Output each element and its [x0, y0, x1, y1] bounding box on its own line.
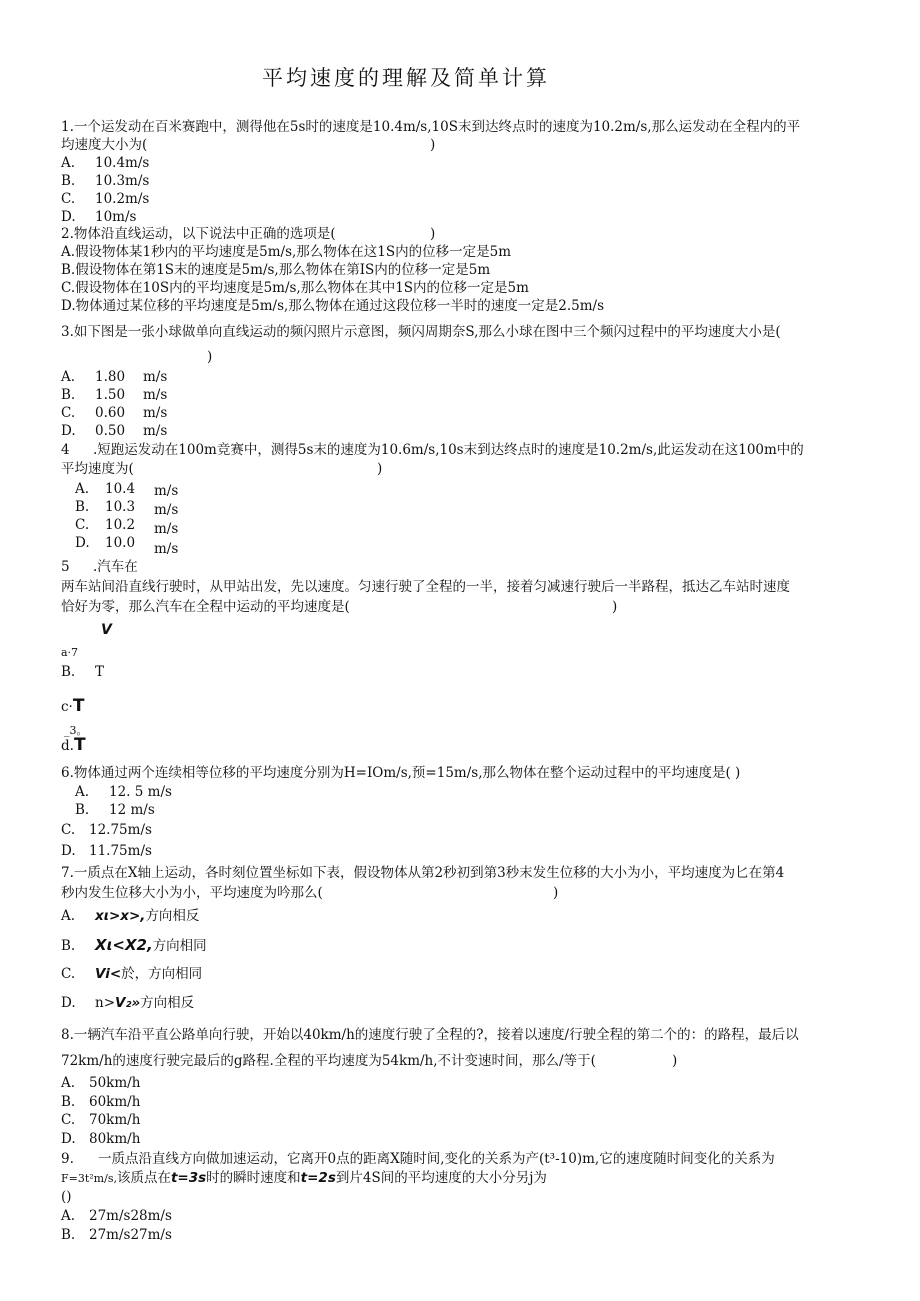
q8-option-a: A. 50km/h	[61, 1075, 141, 1091]
q3-option-a: A. 1.80	[61, 369, 126, 385]
q1-option-d: D. 10m/s	[61, 209, 137, 225]
q4-number: 4	[61, 442, 70, 458]
q1-stem-line2: 均速度大小为(	[61, 137, 148, 153]
q6-option-a: A. 12. 5 m/s	[75, 784, 172, 800]
q7-stem-line1: 7.一质点在X轴上运动，各时刻位置坐标如下表，假设物体从第2秒初到第3秒末发生位移的大小为小，平均速度为匕在第4	[61, 865, 785, 881]
q9-option-b: B. 27m/s27m/s	[61, 1227, 172, 1243]
q3-option-a-unit: m/s	[143, 369, 168, 385]
q3-paren-close: )	[207, 349, 213, 365]
q9-option-a: A. 27m/s28m/s	[61, 1208, 172, 1224]
q9-stem-line1: 一质点沿直线方向做加速运动，它离开0点的距离X随时间,变化的关系为产(t³-10)m,它的速度随时间变化的关系为	[98, 1151, 775, 1167]
q6-option-b: B. 12 m/s	[75, 802, 155, 818]
q6-option-c: C. 12.75m/s	[61, 822, 152, 838]
q5-v-symbol: V	[101, 622, 112, 638]
q4-option-a-unit: m/s	[154, 483, 179, 499]
q4-option-b-unit: m/s	[154, 502, 179, 518]
q4-option-b: B. 10.3	[75, 499, 136, 515]
q3-option-c: C. 0.60	[61, 405, 126, 421]
q7-option-d: D. n>V₂»方向相反	[61, 995, 195, 1011]
q7-option-b: B. Xι<X2,方向相同	[61, 936, 207, 954]
q6-stem: 6.物体通过两个连续相等位移的平均速度分别为H=IOm/s,预=15m/s,那么物体在整个运动过程中的平均速度是( )	[61, 765, 741, 781]
q2-option-c: C.假设物体在10S内的平均速度是5m/s,那么物体在其中1S内的位移一定是5m	[61, 280, 529, 296]
q8-paren-close: )	[672, 1053, 678, 1069]
q8-stem-line2: 72km/h的速度行驶完最后的g路程.全程的平均速度为54km/h,不计变速时间，那么/等于(	[61, 1053, 596, 1069]
q2-stem: 2.物体沿直线运动，以下说法中正确的选项是(	[61, 226, 336, 242]
q2-paren-close: )	[430, 226, 436, 242]
q4-option-c: C. 10.2	[75, 517, 136, 533]
q5-stem-line1: 两车站间沿直线行驶时，从甲站出发，先以速度。匀速行驶了全程的一半，接着匀减速行驶后一半路程，抵达乙车站时速度	[61, 579, 790, 595]
q5-number: 5	[61, 559, 70, 575]
q3-option-b-unit: m/s	[143, 387, 168, 403]
q3-option-d: D. 0.50	[61, 423, 126, 439]
q4-option-c-unit: m/s	[154, 521, 179, 537]
q6-option-d: D. 11.75m/s	[61, 843, 152, 859]
q7-stem-line2: 秒内发生位移大小为小，平均速度为吟那么(	[61, 885, 323, 901]
q8-option-d: D. 80km/h	[61, 1131, 141, 1147]
q3-option-b: B. 1.50	[61, 387, 126, 403]
q5-stem-line2: 恰好为零，那么汽车在全程中运动的平均速度是(	[61, 599, 350, 615]
q9-stem-line2: F=3t²m∕s,该质点在t=3s时的瞬时速度和t=2s到片4S间的平均速度的大小分另j为	[61, 1170, 547, 1186]
q3-option-c-unit: m/s	[143, 405, 168, 421]
page-title: 平均速度的理解及简单计算	[262, 66, 550, 90]
q8-option-c: C. 70km/h	[61, 1112, 141, 1128]
q4-stem-line2: 平均速度为(	[61, 461, 134, 477]
q1-option-c: C. 10.2m/s	[61, 191, 150, 207]
q7-paren-close: )	[553, 885, 559, 901]
q2-option-d: D.物体通过某位移的平均速度是5m/s,那么物体在通过这段位移一半时的速度一定是2.5m/s	[61, 298, 605, 314]
q5-option-c: c·T	[61, 696, 85, 716]
q4-stem-line1: .短跑运发动在100m竞赛中，测得5s末的速度为10.6m/s,10s末到达终点时的速度是10.2m/s,此运发动在这100m中的	[93, 442, 804, 458]
q1-paren-close: )	[430, 137, 436, 153]
q9-paren: ()	[61, 1189, 72, 1205]
q1-option-a: A. 10.4m/s	[61, 155, 150, 171]
q5-option-b: B. T	[61, 664, 105, 680]
q1-option-b: B. 10.3m/s	[61, 173, 150, 189]
q4-paren-close: )	[377, 461, 383, 477]
q1-stem-line1: 1.一个运发动在百米赛跑中，测得他在5s时的速度是10.4m/s,10S末到达终点时的速度为10.2m/s,那么运发动在全程内的平	[61, 119, 801, 135]
q5-option-a: a·7	[61, 646, 79, 659]
q8-option-b: B. 60km/h	[61, 1094, 141, 1110]
q4-option-d-unit: m/s	[154, 541, 179, 557]
q5-option-d-fraction: _3。	[64, 724, 88, 737]
q4-option-d: D. 10.0	[75, 535, 136, 551]
q7-option-c: C. Vi<於，方向相同	[61, 966, 203, 982]
q3-option-d-unit: m/s	[143, 423, 168, 439]
q5-paren-close: )	[612, 599, 618, 615]
q2-option-b: B.假设物体在第1S末的速度是5m/s,那么物体在第IS内的位移一定是5m	[61, 262, 491, 278]
q3-stem: 3.如下图是一张小球做单向直线运动的频闪照片示意图，频闪周期奈S,那么小球在图中三个频闪过程中的平均速度大小是(	[61, 324, 781, 340]
q5-head: .汽车在	[93, 559, 138, 575]
q7-option-a: A. xι>x>,方向相反	[61, 908, 200, 924]
q9-number: 9.	[61, 1151, 74, 1167]
q2-option-a: A.假设物体某1秒内的平均速度是5m/s,那么物体在这1S内的位移一定是5m	[61, 244, 512, 260]
q8-stem-line1: 8.一辆汽车沿平直公路单向行驶，开始以40km/h的速度行驶了全程的?，接着以速度/行驶全程的第二个的：的路程，最后以	[61, 1027, 799, 1043]
q4-option-a: A. 10.4	[75, 481, 136, 497]
q5-option-d: d.T	[61, 735, 86, 755]
